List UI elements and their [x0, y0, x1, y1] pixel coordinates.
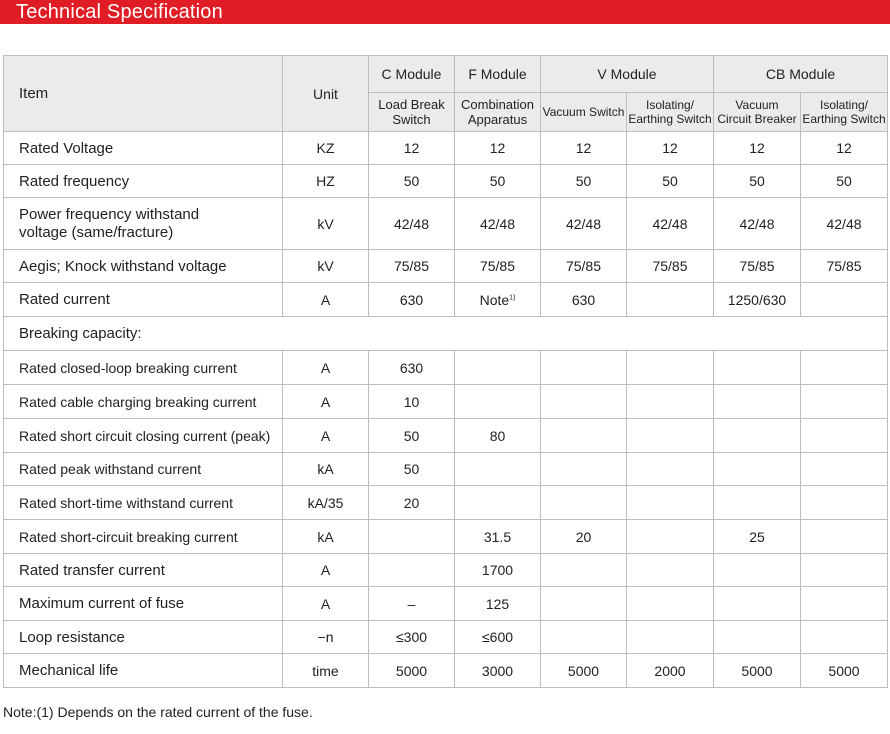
row-value: [627, 520, 714, 554]
row-unit: −n: [283, 621, 369, 654]
row-value: [541, 486, 627, 520]
row-unit: A: [283, 351, 369, 385]
header-f-module: F Module: [455, 56, 541, 93]
table-row: [4, 453, 888, 486]
row-value: 42/48: [369, 198, 455, 250]
sub-header-line: Apparatus: [467, 112, 528, 127]
row-value: [541, 453, 627, 486]
row-value: [714, 419, 801, 453]
row-value: [714, 621, 801, 654]
row-item-line: Power frequency withstand: [19, 205, 200, 223]
row-value: 630: [369, 283, 455, 317]
sub-header-line: Switch: [392, 112, 431, 127]
row-unit: kV: [283, 198, 369, 250]
row-value: [541, 385, 627, 419]
title-bar: [0, 0, 890, 24]
row-value: 42/48: [541, 198, 627, 250]
row-value: [455, 351, 541, 385]
row-item: Rated current: [4, 283, 283, 317]
row-value: 75/85: [714, 250, 801, 283]
row-value: 5000: [541, 654, 627, 688]
row-item: Rated closed-loop breaking current: [4, 351, 283, 385]
row-value: [801, 385, 888, 419]
row-value: 50: [627, 165, 714, 198]
sub-header-line: Load Break: [378, 97, 445, 112]
row-value: 50: [369, 419, 455, 453]
row-value: [627, 486, 714, 520]
table-row: [4, 385, 888, 419]
row-value: [541, 587, 627, 621]
row-value: 75/85: [369, 250, 455, 283]
row-value: [369, 554, 455, 587]
sub-header-line: Earthing Switch: [802, 112, 886, 126]
row-value: ≤600: [455, 621, 541, 654]
row-value: 2000: [627, 654, 714, 688]
row-item: Rated peak withstand current: [4, 453, 283, 486]
sub-header-line: Isolating/: [819, 98, 869, 112]
row-value: [801, 554, 888, 587]
row-value: [627, 587, 714, 621]
row-value: 75/85: [455, 250, 541, 283]
row-value: 42/48: [455, 198, 541, 250]
row-value: 31.5: [455, 520, 541, 554]
row-value: [455, 453, 541, 486]
row-value: 50: [801, 165, 888, 198]
row-value: [627, 554, 714, 587]
row-value: 125: [455, 587, 541, 621]
header-unit: Unit: [283, 56, 369, 132]
row-item: Rated cable charging breaking current: [4, 385, 283, 419]
row-unit: A: [283, 283, 369, 317]
row-unit: A: [283, 587, 369, 621]
row-unit: kV: [283, 250, 369, 283]
row-item: Rated short circuit closing current (peak): [4, 419, 283, 453]
table-row: [4, 250, 888, 283]
note-marker: 1): [509, 293, 516, 301]
row-item: Mechanical life: [4, 654, 283, 688]
row-value: [714, 351, 801, 385]
row-value: [541, 554, 627, 587]
row-item: [4, 198, 283, 250]
row-value: 50: [714, 165, 801, 198]
row-value: 75/85: [541, 250, 627, 283]
row-value: [801, 283, 888, 317]
row-unit: kA: [283, 520, 369, 554]
row-value: [714, 486, 801, 520]
row-value: 630: [541, 283, 627, 317]
row-unit: A: [283, 419, 369, 453]
table-row: [4, 520, 888, 554]
table-row: [4, 554, 888, 587]
row-value: [541, 419, 627, 453]
row-item: Maximum current of fuse: [4, 587, 283, 621]
row-unit: HZ: [283, 165, 369, 198]
row-value: ≤300: [369, 621, 455, 654]
row-value: [714, 554, 801, 587]
row-value: 20: [369, 486, 455, 520]
row-unit: KZ: [283, 132, 369, 165]
row-item: Loop resistance: [4, 621, 283, 654]
row-value: 12: [455, 132, 541, 165]
row-value: 50: [369, 453, 455, 486]
row-unit: kA: [283, 453, 369, 486]
row-value: 50: [369, 165, 455, 198]
row-value: [801, 453, 888, 486]
table-row: [4, 587, 888, 621]
row-value: 5000: [714, 654, 801, 688]
row-value: [627, 419, 714, 453]
table-row: [4, 621, 888, 654]
sub-header-load-break-switch: [369, 93, 455, 132]
table-row: [4, 165, 888, 198]
row-value: 50: [541, 165, 627, 198]
row-item-line: voltage (same/fracture): [19, 223, 174, 241]
row-value: 42/48: [801, 198, 888, 250]
table-row: [4, 198, 888, 250]
header-row-modules: [4, 56, 888, 93]
row-unit: kA/35: [283, 486, 369, 520]
sub-header-vacuum-switch: [541, 93, 627, 132]
row-value: [455, 486, 541, 520]
row-value: 75/85: [627, 250, 714, 283]
row-value: [369, 520, 455, 554]
row-value: 1250/630: [714, 283, 801, 317]
row-value: 25: [714, 520, 801, 554]
sub-header-line: Isolating/: [645, 98, 695, 112]
row-item: Rated short-time withstand current: [4, 486, 283, 520]
row-value: [455, 385, 541, 419]
row-value: 3000: [455, 654, 541, 688]
table-row: [4, 486, 888, 520]
row-value: 42/48: [714, 198, 801, 250]
row-value: [714, 587, 801, 621]
row-value: 12: [541, 132, 627, 165]
row-value: [455, 283, 541, 317]
footnote: Note:(1) Depends on the rated current of the fuse.: [3, 704, 313, 720]
row-value: [541, 351, 627, 385]
table-row: [4, 654, 888, 688]
header-v-module: V Module: [541, 56, 714, 93]
sub-header-line: Vacuum: [735, 98, 779, 112]
row-value: [801, 351, 888, 385]
row-value: 50: [455, 165, 541, 198]
row-value: [627, 453, 714, 486]
row-value: 12: [801, 132, 888, 165]
sub-header-vacuum-circuit-breaker: [714, 93, 801, 132]
sub-header-line: Circuit Breaker: [717, 112, 797, 126]
row-value: 80: [455, 419, 541, 453]
row-value: 5000: [801, 654, 888, 688]
row-value: [801, 520, 888, 554]
row-value: 1700: [455, 554, 541, 587]
row-item: Aegis; Knock withstand voltage: [4, 250, 283, 283]
sub-header-cb-isolating-earthing-switch: [801, 93, 888, 132]
page-title: Technical Specification: [16, 1, 223, 23]
row-unit: time: [283, 654, 369, 688]
table-row: [4, 132, 888, 165]
row-unit: A: [283, 554, 369, 587]
row-value: 630: [369, 351, 455, 385]
row-value: [714, 385, 801, 419]
header-c-module: C Module: [369, 56, 455, 93]
sub-header-line: Earthing Switch: [628, 112, 712, 126]
spec-table: [3, 55, 888, 688]
row-value: [801, 419, 888, 453]
row-value: [627, 621, 714, 654]
sub-header-combination-apparatus: [455, 93, 541, 132]
table-row: [4, 419, 888, 453]
row-value: 12: [369, 132, 455, 165]
header-cb-module: CB Module: [714, 56, 888, 93]
row-value: 75/85: [801, 250, 888, 283]
row-value: 10: [369, 385, 455, 419]
row-value: 12: [627, 132, 714, 165]
table-row: [4, 351, 888, 385]
row-value: [801, 621, 888, 654]
row-unit: A: [283, 385, 369, 419]
row-value: 5000: [369, 654, 455, 688]
row-value: [627, 351, 714, 385]
row-value: [627, 283, 714, 317]
row-value: [627, 385, 714, 419]
row-item: Rated frequency: [4, 165, 283, 198]
section-row: [4, 317, 888, 351]
row-value: –: [369, 587, 455, 621]
header-item: Item: [4, 56, 283, 132]
row-value: 12: [714, 132, 801, 165]
row-item: Rated Voltage: [4, 132, 283, 165]
spec-table-body: [4, 132, 888, 688]
section-label: Breaking capacity:: [4, 317, 888, 351]
sub-header-line: Vacuum Switch: [542, 105, 625, 119]
row-item: Rated transfer current: [4, 554, 283, 587]
row-value: [801, 587, 888, 621]
row-value: [714, 453, 801, 486]
row-item: Rated short-circuit breaking current: [4, 520, 283, 554]
row-value: 20: [541, 520, 627, 554]
row-value: [801, 486, 888, 520]
row-value: [541, 621, 627, 654]
row-value: 42/48: [627, 198, 714, 250]
table-row: [4, 283, 888, 317]
sub-header-v-isolating-earthing-switch: [627, 93, 714, 132]
note-text: Note: [479, 291, 510, 308]
sub-header-line: Combination: [461, 97, 534, 112]
